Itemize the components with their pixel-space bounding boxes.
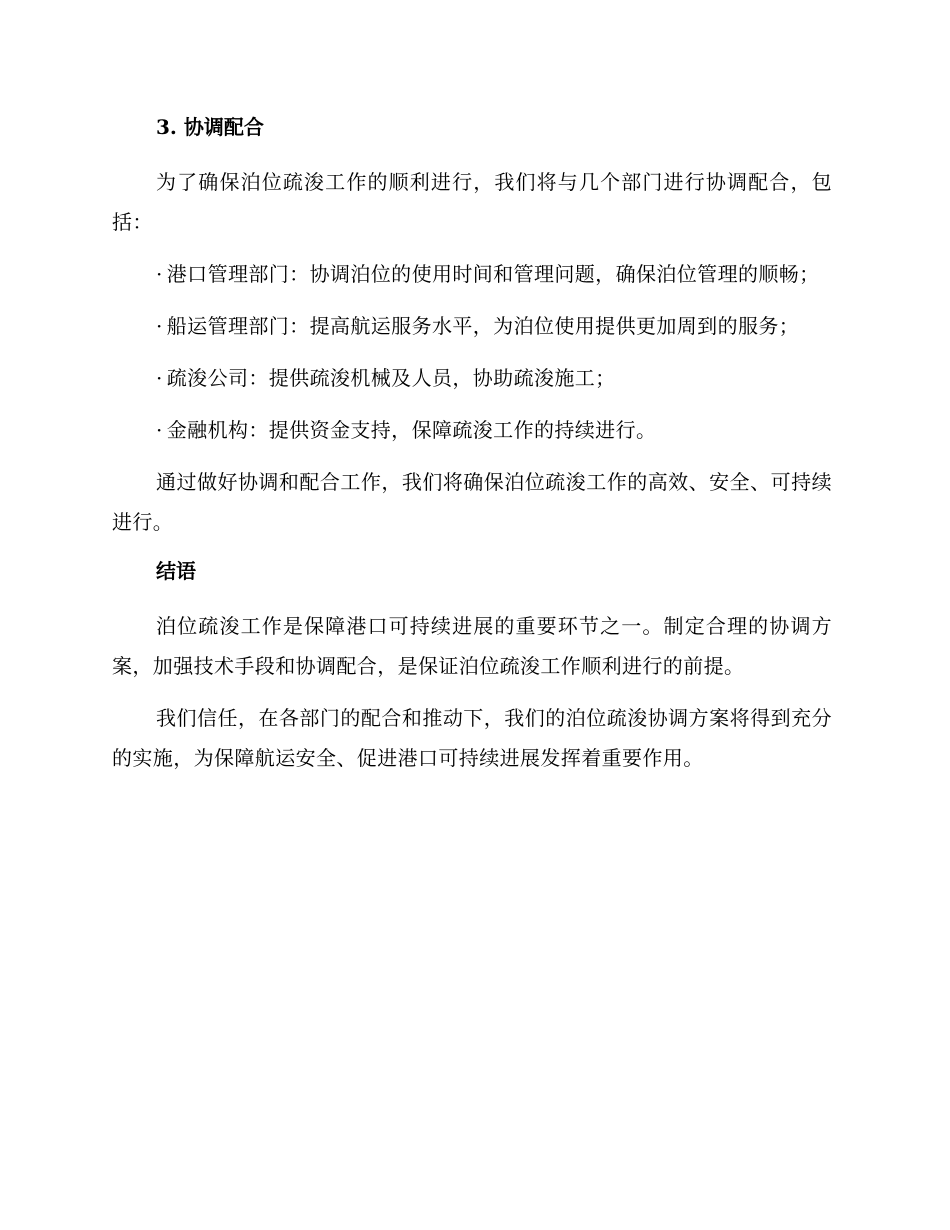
bullet-text: 金融机构：提供资金支持，保障疏浚工作的持续进行。 [166, 418, 657, 442]
document-page [112, 110, 832, 790]
conclusion-heading: 结语 [156, 559, 196, 583]
bullet-item [112, 254, 832, 294]
section-heading: 3. 协调配合 [156, 115, 264, 139]
section-intro: 为了确保泊位疏浚工作的顺利进行，我们将与几个部门进行协调配合，包括： [112, 170, 832, 234]
bullet-text: 港口管理部门：协调泊位的使用时间和管理问题，确保泊位管理的顺畅； [166, 262, 820, 286]
conclusion-paragraph: 我们信任，在各部门的配合和推动下，我们的泊位疏浚协调方案将得到充分的实施，为保障航运安全、促进港口可持续进展发挥着重要作用。 [112, 706, 832, 770]
bullet-item [112, 410, 832, 450]
bullet-mark: · [156, 418, 163, 442]
bullet-text: 船运管理部门：提高航运服务水平，为泊位使用提供更加周到的服务； [166, 314, 800, 338]
bullet-mark: · [156, 262, 163, 286]
bullet-text: 疏浚公司：提供疏浚机械及人员，协助疏浚施工； [166, 366, 616, 390]
bullet-item [112, 306, 832, 346]
bullet-item [112, 358, 832, 398]
conclusion-paragraph: 泊位疏浚工作是保障港口可持续进展的重要环节之一。制定合理的协调方案，加强技术手段和协调配合，是保证泊位疏浚工作顺利进行的前提。 [112, 614, 832, 678]
bullet-mark: · [156, 314, 163, 338]
section-closing: 通过做好协调和配合工作，我们将确保泊位疏浚工作的高效、安全、可持续进行。 [112, 470, 832, 534]
bullet-mark: · [156, 366, 163, 390]
